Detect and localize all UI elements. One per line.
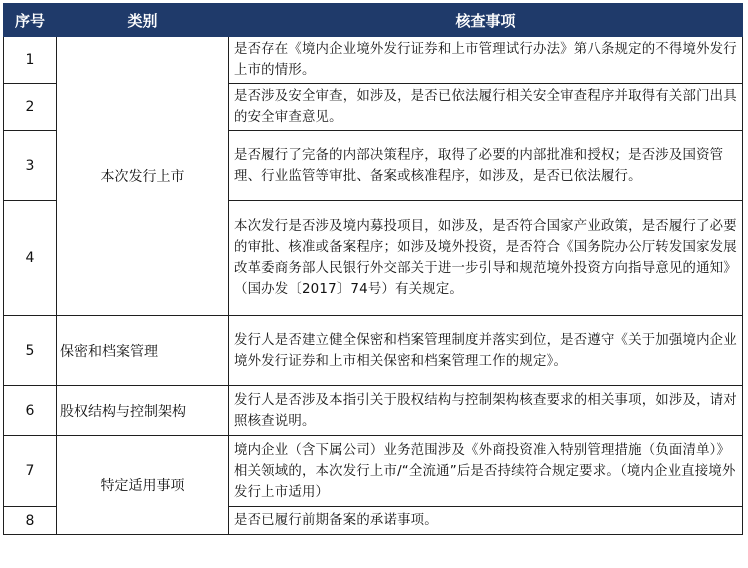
header-row — [4, 4, 743, 37]
row-index: 6 — [4, 386, 57, 436]
row-item: 发行人是否涉及本指引关于股权结构与控制架构核查要求的相关事项，如涉及，请对照核查说明。 — [229, 386, 743, 436]
row-item: 是否履行了完备的内部决策程序，取得了必要的内部批准和授权；是否涉及国资管理、行业监管等审批、备案或核准程序，如涉及，是否已依法履行。 — [229, 131, 743, 201]
table-row — [4, 316, 743, 386]
table-row — [4, 436, 743, 507]
verification-table — [3, 3, 743, 535]
row-item: 发行人是否建立健全保密和档案管理制度并落实到位，是否遵守《关于加强境内企业境外发行证券和上市相关保密和档案管理工作的规定》。 — [229, 316, 743, 386]
table-row — [4, 37, 743, 84]
row-index: 2 — [4, 84, 57, 131]
row-index: 4 — [4, 201, 57, 316]
row-index: 1 — [4, 37, 57, 84]
row-index: 8 — [4, 507, 57, 535]
category-cell: 股权结构与控制架构 — [57, 386, 229, 436]
header-index: 序号 — [4, 4, 57, 37]
row-index: 7 — [4, 436, 57, 507]
category-cell: 本次发行上市 — [57, 37, 229, 316]
header-category: 类别 — [57, 4, 229, 37]
row-item: 境内企业（含下属公司）业务范围涉及《外商投资准入特别管理措施（负面清单）》相关领域的，本次发行上市/“全流通”后是否持续符合规定要求。（境内企业直接境外发行上市适用） — [229, 436, 743, 507]
header-item: 核查事项 — [229, 4, 743, 37]
row-item: 是否涉及安全审查，如涉及，是否已依法履行相关安全审查程序并取得有关部门出具的安全审查意见。 — [229, 84, 743, 131]
category-cell: 保密和档案管理 — [57, 316, 229, 386]
row-item: 本次发行是否涉及境内募投项目，如涉及，是否符合国家产业政策，是否履行了必要的审批、核准或备案程序；如涉及境外投资，是否符合《国务院办公厅转发国家发展改革委商务部人民银行外交部关于进一步引导和规范境外投资方向指导意见的通知》（国办发〔2017〕74号）有关规定。 — [229, 201, 743, 316]
category-cell: 特定适用事项 — [57, 436, 229, 535]
table-row — [4, 386, 743, 436]
row-index: 5 — [4, 316, 57, 386]
row-item: 是否已履行前期备案的承诺事项。 — [229, 507, 743, 535]
row-item: 是否存在《境内企业境外发行证券和上市管理试行办法》第八条规定的不得境外发行上市的情形。 — [229, 37, 743, 84]
row-index: 3 — [4, 131, 57, 201]
